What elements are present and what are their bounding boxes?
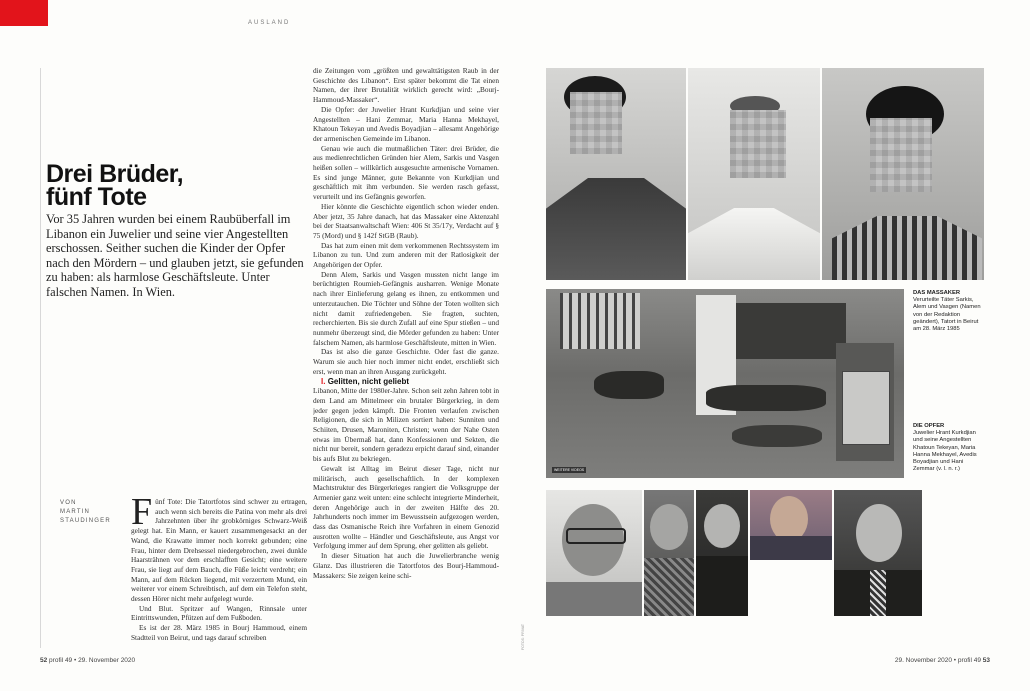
blurred-face (870, 118, 932, 192)
paragraph: Das hat zum einen mit dem verkommenen Rechtssystem im Libanon zu tun. Und zum anderen mit der Ratlosigkeit der Angehörigen der Opfer. (313, 240, 499, 270)
photo-victim-1 (546, 490, 642, 616)
photo-suspect-1 (546, 68, 686, 280)
photo-suspect-3 (822, 68, 984, 280)
page-number: 52 (40, 657, 48, 664)
headline-line-1: Drei Brüder, (46, 160, 184, 188)
issue-date: 29. November 2020 (894, 657, 952, 664)
column-rule (40, 68, 41, 648)
headline-line-2: fünf Tote (46, 183, 147, 211)
brand-corner-tab (0, 0, 48, 26)
magazine-issue: profil 49 (957, 657, 981, 664)
paragraph: Die Opfer: der Juwelier Hrant Kurkdjian und seine vier Angestellten – Hani Zemmar, Maria Hanna Mekhayel, Khatoun Tekeyan und Avedis Boyadjian – allesamt Angehörige der armenischen Gemeinde im Libanon. (313, 104, 499, 143)
subheading-number: I. (321, 376, 326, 386)
photo-crime-scene (546, 289, 904, 478)
paragraph: Libanon, Mitte der 1980er-Jahre. Schon seit zehn Jahren tobt in dem Land am Mittelmeer ein brutaler Bürgerkrieg, in dem jeder gegen jeden kämpft. Die Fronten verlaufen zwischen Religionen, die sich in Milizen sortiert haben: Sunniten und Schiiten, Drusen, Maroniten, Christen; wenn der Nahe Osten etwas im Übermaß hat, dann Konfessionen und Sekten, die nicht nur bereit, sondern geradezu erpicht darauf sind, einander bis aufs Blut zu bekriegen. (313, 386, 499, 464)
body-column-1 (131, 497, 307, 647)
caption-opfer (913, 423, 985, 473)
byline (60, 499, 120, 526)
paragraph: Gewalt ist Alltag im Beirut dieser Tage, nicht nur militärisch, auch gesellschaftlich. In der komplexen Machtstruktur des Bürgerkrieges rangiert die Volksgruppe der Armenier ganz weit unten: eine schlecht integrierte Minderheit, deren Angehörige auch in der zweiten Hälfte des 20. Jahrhunderts noch immer im Bewusstsein aufgezogen werden, dass das Osmanische Reich ihre Vorfahren in einem Genozid ausrotten wollte – Händler und Geschäftsleute, aus Angst vor Verfolgung immer auf dem Sprung, eher gelitten als geliebt. (313, 463, 499, 551)
caption-text: Verurteilte Täter Sarkis, Alem und Vasgen (Namen von der Redaktion geändert), Tatort in Beirut am 28. März 1985 (913, 297, 981, 333)
photo-credit-label: WEITERE VIDEOS (554, 468, 585, 472)
folio-left: 52 profil 49 • 29. November 2020 (40, 657, 136, 664)
paragraph: Das ist also die ganze Geschichte. Oder fast die ganze. Warum sie auch hier noch immer nicht endet, erschließt sich erst, wenn man an ihren Ausgang zurückgeht. (313, 347, 499, 376)
paragraph: Genau wie auch die mutmaßlichen Täter: drei Brüder, die aus medienrechtlichen Gründen hier Alem, Sarkis und Vasgen heißen sollen – willkürlich ausgesuchte armenische Vornamen. Es sind junge Männer, gute Bekannte von Kurkdjian und geschäftlich mit ihm verbunden. Sie werden rasch gefasst, verurteilt und ins Gefängnis geworfen. (313, 143, 499, 202)
paragraph: In dieser Situation hat auch die Juwelierbranche wenig Glanz. Das illustrieren die Tatortfotos des Bourj-Hammoud-Massakers: Sie zeigen keine schi- (313, 551, 499, 580)
subheading (313, 377, 499, 387)
headline (46, 160, 286, 211)
byline-first-name: MARTIN (60, 509, 91, 515)
caption-title: DIE OPFER (913, 423, 945, 429)
photo-suspect-2 (688, 68, 820, 280)
deck-lead: Vor 35 Jahren wurden bei einem Raubüberfall im Libanon ein Juwelier und seine vier Angestellten erschossen. Seither suchen die Kinder der Opfer nach den Mördern – und glauben jetzt, sie gefunden zu haben: als harmlose Geschäftsleute. Unter falschen Namen. In Wien. (46, 212, 304, 299)
body-column-2 (313, 66, 499, 648)
paragraph: Hier könnte die Geschichte eigentlich schon wieder enden. Aber jetzt, 35 Jahre danach, hat das Massaker eine Aktenzahl bei der Staatsanwaltschaft Wien: 406 St 35/17y, Verdacht auf § 75 (Mord) und § 142f StGB (Raub). (313, 201, 499, 240)
caption-title: DAS MASSAKER (913, 290, 961, 296)
issue-date: 29. November 2020 (78, 657, 136, 664)
paragraph: Es ist der 28. März 1985 in Bourj Hammoud, einem Stadtteil von Beirut, und tags darauf schreiben (131, 623, 307, 642)
paragraph: Und Blut. Spritzer auf Wangen, Rinnsale unter Eintrittswunden, Pfützen auf dem Fußboden. (131, 603, 307, 623)
section-label: AUSLAND (248, 20, 291, 26)
caption-massaker (913, 290, 985, 333)
folio-right: 29. November 2020 • profil 49 53 (894, 657, 990, 664)
drop-cap: F (131, 497, 153, 533)
paragraph: die Zeitungen vom „größten und gewalttätigsten Raub in der Geschichte des Libanon“. Erst später bekommt die Tat einen Namen, der ihrer Brutalität wirklich gerecht wird: „Bourj-Hammoud-Massaker“. (313, 66, 499, 105)
photo-victim-3 (696, 490, 748, 616)
photo-victim-4 (750, 490, 832, 560)
subheading-text: Gelitten, nicht geliebt (327, 376, 410, 386)
vertical-photo-credit: FOTOS: PRIVAT (521, 623, 525, 650)
byline-prefix: VON (60, 500, 77, 506)
blurred-face (570, 92, 622, 154)
paragraph: ünf Tote: Die Tatortfotos sind schwer zu ertragen, auch wenn sich bereits die Patina von mehr als drei Jahrzehnten über ihr grobkörniges Schwarz-Weiß gelegt hat. Ein Mann, er kauert zusammengesackt an der Wand, die Krawatte immer noch korrekt gebunden; eine Frau, hinter dem Drehsessel niedergebrochen, zwei dunkle Haarsträhnen vor dem erschlafften Gesicht; eine weitere Frau, sie liegt auf dem Bauch, die Füße leicht verdreht; ein Mann, auf dem Rücken liegend, mit verzerrtem Mund, ein weiterer vor einem Schreibtisch, auf dem ein Telefon steht, dessen Hörer nicht mehr aufgelegt wurde. (131, 497, 307, 604)
photo-victim-5 (834, 490, 922, 616)
caption-text: Juwelier Hrant Kurkdjian und seine Angestellten Khatoun Tekeyan, Maria Hanna Mekhayel, Avedis Boyadjian und Hani Zemmar (v. l. n. r.) (913, 430, 977, 473)
blurred-face (730, 110, 786, 178)
photo-victim-2 (644, 490, 694, 616)
paragraph: Denn Alem, Sarkis und Vasgen mussten nicht lange im berüchtigten Roumieh-Gefängnis ausharren. Wenige Monate nach ihrer Einlieferung gelang es ihnen, zu entkommen und unterzutauchen. Die Töchter und Söhne der Toten wollten sich nicht damit zufriedengeben. Sie fragten, suchten, recherchierten. Bis sie durch Zufall auf eine Spur stießen – und nunmehr überzeugt sind, die Mörder gefunden zu haben: Unter falschem Namen, als harmlose Geschäftsleute, mitten in Wien. (313, 269, 499, 347)
magazine-issue: profil 49 (49, 657, 73, 664)
byline-last-name: STAUDINGER (60, 518, 111, 524)
page-number: 53 (982, 657, 990, 664)
